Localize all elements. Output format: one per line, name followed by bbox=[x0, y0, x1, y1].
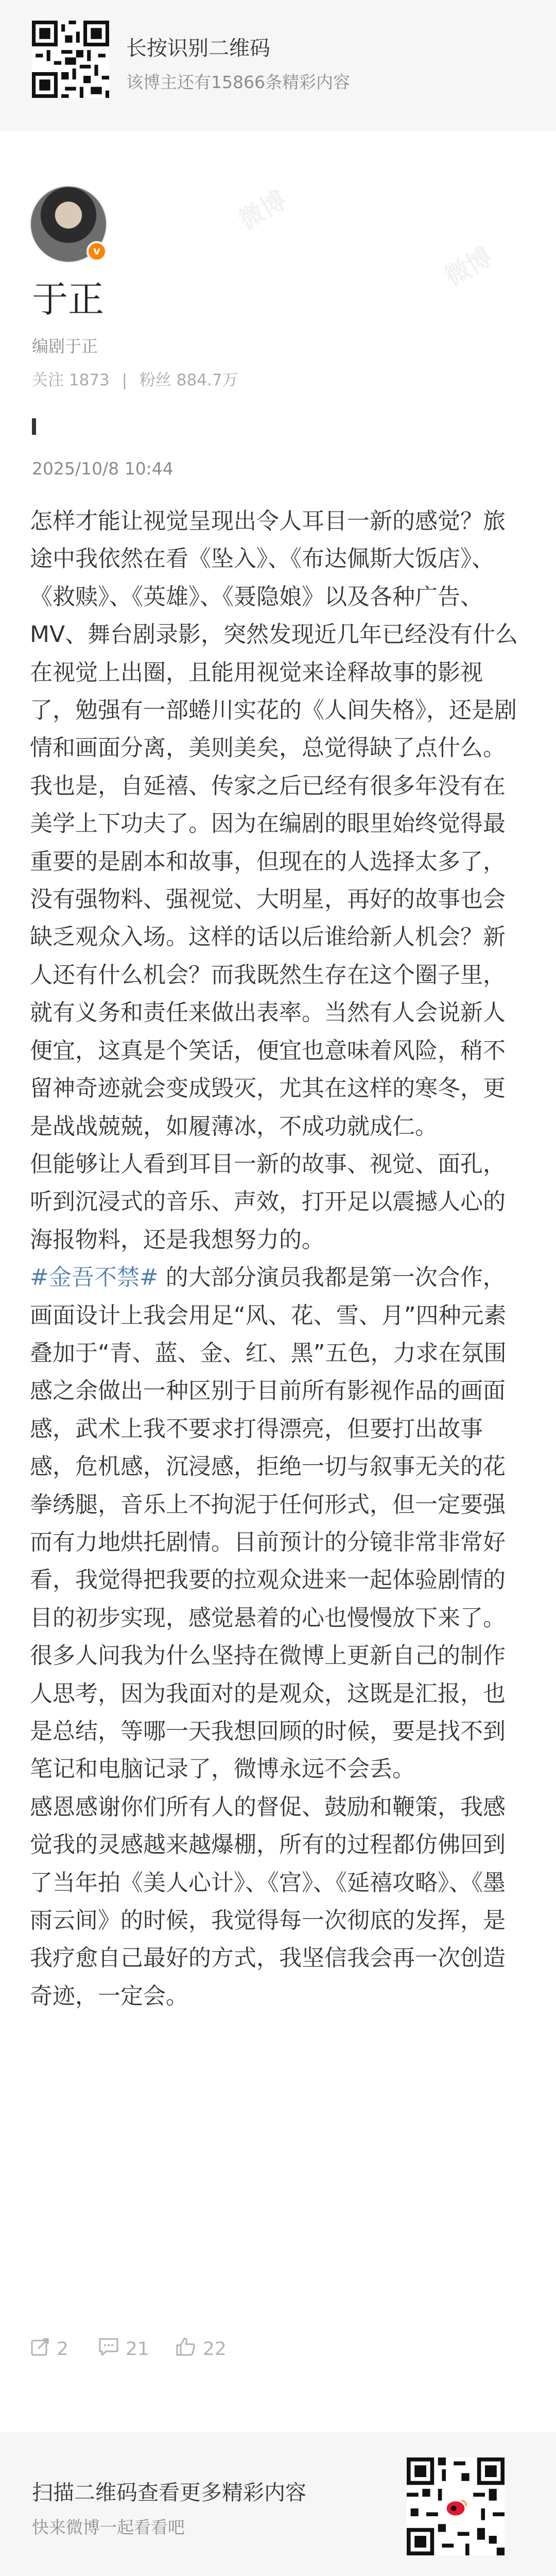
user-stats bbox=[32, 367, 238, 390]
stats-separator: | bbox=[121, 371, 128, 389]
bottom-qr-banner[interactable] bbox=[0, 2432, 556, 2576]
section-divider bbox=[32, 418, 36, 435]
post-paragraph-text: 的大部分演员我都是第一次合作，画面设计上我会用足“风、花、雪、月”四种元素叠加于“青、蓝、金、红、黑”五色，力求在氛围感之余做出一种区别于目前所有影视作品的画面感，武术上我不要求打得漂亮，但要打出故事感，危机感，沉浸感，拒绝一切与叙事无关的花拳绣腿，音乐上不拘泥于任何形式，但一定要强而有力地烘托剧情。目前预计的分镜非常非常好看，我觉得把我要的拉观众进来一起体验剧情的目的初步实现，感觉悬着的心也慢慢放下来了。 bbox=[30, 1264, 507, 1631]
post-paragraph: 怎样才能让视觉呈现出令人耳目一新的感觉？旅途中我依然在看《坠入》、《布达佩斯大饭店》、《救赎》、《英雄》、《聂隐娘》以及各种广告、MV、舞台剧录影，突然发现近几年已经没有什么在视觉上出圈，且能用视觉来诠释故事的影视了，勉强有一部蜷川实花的《人间失格》，还是剧情和画面分离，美则美矣，总觉得缺了点什么。 bbox=[30, 508, 518, 761]
post-paragraph: 我也是，自延禧、传家之后已经有很多年没有在美学上下功夫了。因为在编剧的眼里始终觉得最重要的是剧本和故事，但现在的人选择太多了，没有强物料、强视觉、大明星，再好的故事也会缺乏观众入场。这样的话以后谁给新人机会？新人还有什么机会？而我既然生存在这个圈子里，就有义务和责任来做出表率。当然有人会说新人便宜，这真是个笑话，便宜也意味着风险，稍不留神奇迹就会变成毁灭，尤其在这样的寒冬，更是战战兢兢，如履薄冰，不成功就成仁。 bbox=[30, 772, 506, 1140]
post-timestamp: 2025/10/8 10:44 bbox=[32, 459, 173, 479]
post-content bbox=[30, 502, 524, 2015]
like-icon bbox=[175, 2336, 203, 2362]
user-name[interactable]: 于正 bbox=[32, 278, 104, 320]
comment-count: 21 bbox=[126, 2338, 149, 2360]
action-bar bbox=[0, 2331, 556, 2372]
top-qr-banner[interactable] bbox=[0, 0, 556, 131]
followers-label: 粉丝 bbox=[139, 371, 171, 389]
post-paragraph: 很多人问我为什么坚持在微博上更新自己的制作人思考，因为我面对的是观众，这既是汇报，也是总结，等哪一天我想回顾的时候，要是找不到笔记和电脑记录了，微博永远不会丢。 bbox=[30, 1642, 506, 1783]
hashtag-link[interactable]: #金吾不禁# bbox=[30, 1264, 159, 1291]
watermark-2: 微博 bbox=[440, 242, 497, 292]
user-description: 编剧于正 bbox=[32, 336, 98, 356]
followers-count: 884.7万 bbox=[176, 371, 238, 389]
qr-code-icon bbox=[32, 21, 109, 98]
watermark-1: 微博 bbox=[234, 185, 291, 235]
like-count: 22 bbox=[203, 2338, 227, 2360]
post-paragraph-with-tag bbox=[30, 1259, 524, 1637]
bottom-banner-title: 扫描二维码查看更多精彩内容 bbox=[32, 2480, 306, 2505]
repost-button[interactable] bbox=[30, 2336, 68, 2362]
repost-icon bbox=[30, 2336, 57, 2362]
comment-button[interactable] bbox=[98, 2336, 149, 2362]
post-paragraph: 但能够让人看到耳目一新的故事、视觉、面孔，听到沉浸式的音乐、声效，打开足以震撼人心的海报物料，还是我想努力的。 bbox=[30, 1150, 506, 1253]
repost-count: 2 bbox=[57, 2338, 68, 2360]
comment-icon bbox=[98, 2336, 126, 2362]
banner-subtitle: 该博主还有15866条精彩内容 bbox=[126, 72, 350, 92]
post-paragraph: 感恩感谢你们所有人的督促、鼓励和鞭策，我感觉我的灵感越来越爆棚，所有的过程都仿佛回到了当年拍《美人心计》、《宫》、《延禧攻略》、《墨雨云间》的时候，我觉得每一次彻底的发挥，是我疗愈自己最好的方式，我坚信我会再一次创造奇迹，一定会。 bbox=[30, 1793, 506, 2009]
following-count: 1873 bbox=[68, 371, 110, 389]
bottom-banner-subtitle: 快来微博一起看看吧 bbox=[32, 2517, 185, 2537]
qr-code-icon bbox=[407, 2458, 505, 2555]
verified-v-icon: v bbox=[86, 241, 107, 262]
following-label: 关注 bbox=[32, 371, 64, 389]
like-button[interactable] bbox=[175, 2336, 227, 2362]
banner-title: 长按识别二维码 bbox=[126, 37, 270, 60]
